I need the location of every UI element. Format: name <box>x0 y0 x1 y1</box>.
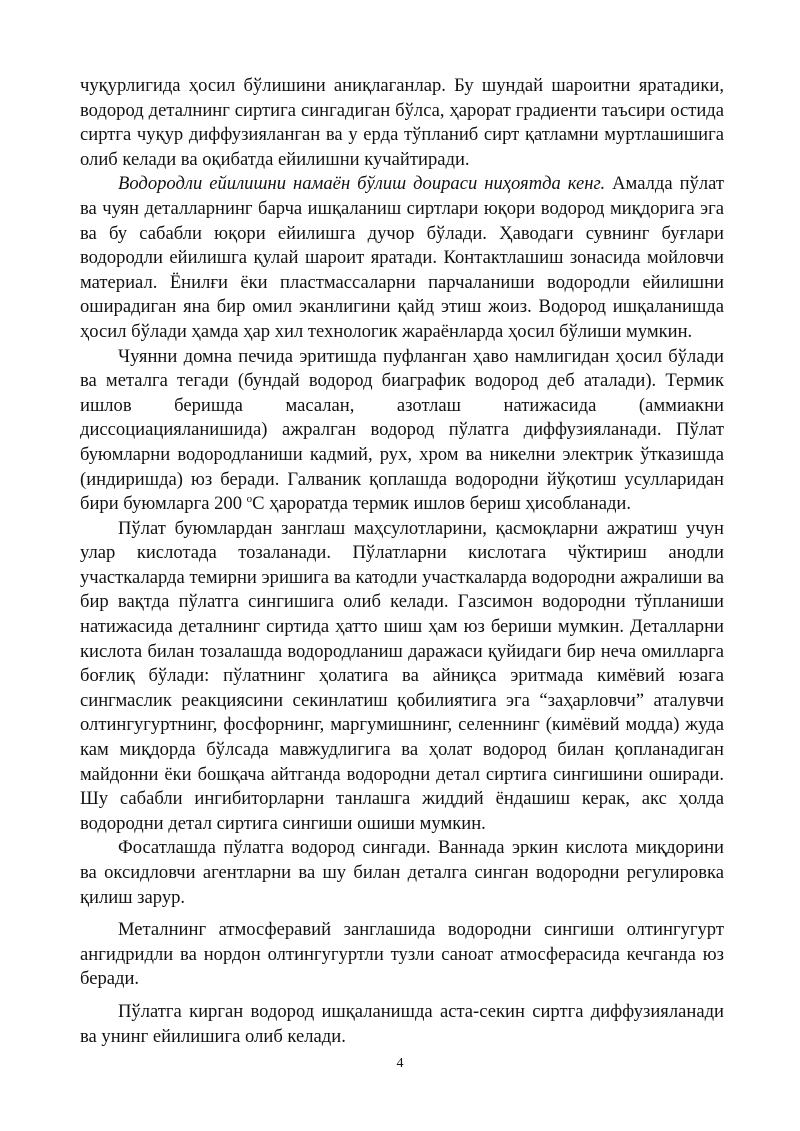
paragraph-body-text: С ҳароратда термик ишлов бериш ҳисобланади. <box>252 493 632 515</box>
document-body <box>80 74 724 1049</box>
paragraph-cast-iron <box>80 345 724 517</box>
page-number: 4 <box>396 1056 404 1071</box>
paragraph-continued: чуқурлигида ҳосил бўлишини аниқлаганлар. Бу шундай шароитни яратадики, водород деталнинг сиртига сингадиган бўлса, ҳарорат градиенти таъсири остида сиртга чуқур диффузияланган ва у ерда тўпланиб сирт қатламни муртлашишига олиб келади ва оқибатда ейилишни кучайтиради. <box>80 75 724 170</box>
paragraph-phosphating: Фосатлашда пўлатга водород сингади. Ваннада эркин кислота миқдорини ва оксидловчи агентларни ва шу билан деталга синган водородни регулировка қилиш зарур. <box>80 837 724 908</box>
degree-superscript: о <box>246 493 253 506</box>
italic-lead-sentence: Водородли ейилишни намаён бўлиш доираси ниҳоятда кенг. <box>118 173 606 195</box>
paragraph-atmospheric-corrosion: Металнинг атмосферавий занглашида водородни сингиши олтингугурт ангидридли ва нордон олтингугуртли тузли саноат атмосферасида кечганда юз беради. <box>80 919 724 990</box>
paragraph-diffusion: Пўлатга кирган водород ишқаланишда аста-секин сиртга диффузияланади ва унинг ейилишига олиб келади. <box>80 1000 724 1047</box>
paragraph-acid-cleaning: Пўлат буюмлардан занглаш маҳсулотларини, қасмоқларни ажратиш учун улар кислотада тозаланади. Пўлатларни кислотага чўктириш анодли участкаларда темирни эришига ва катодли участкаларда водородни ажралиши ва бир вақтда пўлатга сингишига олиб келади. Газсимон водородни тўпланиши натижасида деталнинг сиртида ҳатто шиш ҳам юз бериши мумкин. Деталларни кислота билан тозалашда водородланиш даражаси қуйидаги бир неча омилларга боғлиқ бўлади: пўлатнинг ҳолатига ва айниқса эритмада кимёвий юзага сингмаслик реакциясини секинлатиш қобилиятига эга “заҳарловчи” аталувчи олтингугуртнинг, фосфорнинг, маргумишнинг, селеннинг (кимёвий модда) жуда кам миқдорда бўлсада мавжудлигига ва ҳолат водород билан қопланадиган майдонни ёки бошқача айтганда водородни детал сиртига сингишини оширади. Шу сабабли ингибиторларни танлашга жиддий ёндашиш керак, акс ҳолда водородни детал сиртига сингиши ошиши мумкин. <box>80 517 724 834</box>
paragraph-hydrogen-wear-scope <box>80 172 724 344</box>
paragraph-body-text: Амалда пўлат ва чуян деталларнинг барча ишқаланиш сиртлари юқори водород миқдорига эга ва бу сабабли юқори ейилишга дучор бўлади. Ҳаводаги сувнинг буғлари водородли ейилишга қулай шароит яратади. Контактлашиш зонасида мойловчи материал. Ёнилғи ёки пластмассаларни парчаланиши водородли ейилишни оширадиган яна бир омил эканлигини қайд этиш жоиз. Водород ишқаланишда ҳосил бўлади ҳамда ҳар хил технологик жараёнларда ҳосил бўлиши мумкин. <box>80 173 724 342</box>
paragraph-body-text: Чуянни домна печида эритишда пуфланган ҳаво намлигидан ҳосил бўлади ва металга тегади (бундай водород биаграфик водород деб аталади). Термик ишлов беришда масалан, азотлаш натижасида (аммиакни диссоциацияланишида) ажралган водород пўлатга диффузияланади. Пўлат буюмларни водородланиши кадмий, рух, хром ва никелни электрик ўтказишда (индиришда) юз беради. Галваник қоплашда водородни йўқотиш усулларидан бири буюмларга 200 <box>80 345 724 515</box>
